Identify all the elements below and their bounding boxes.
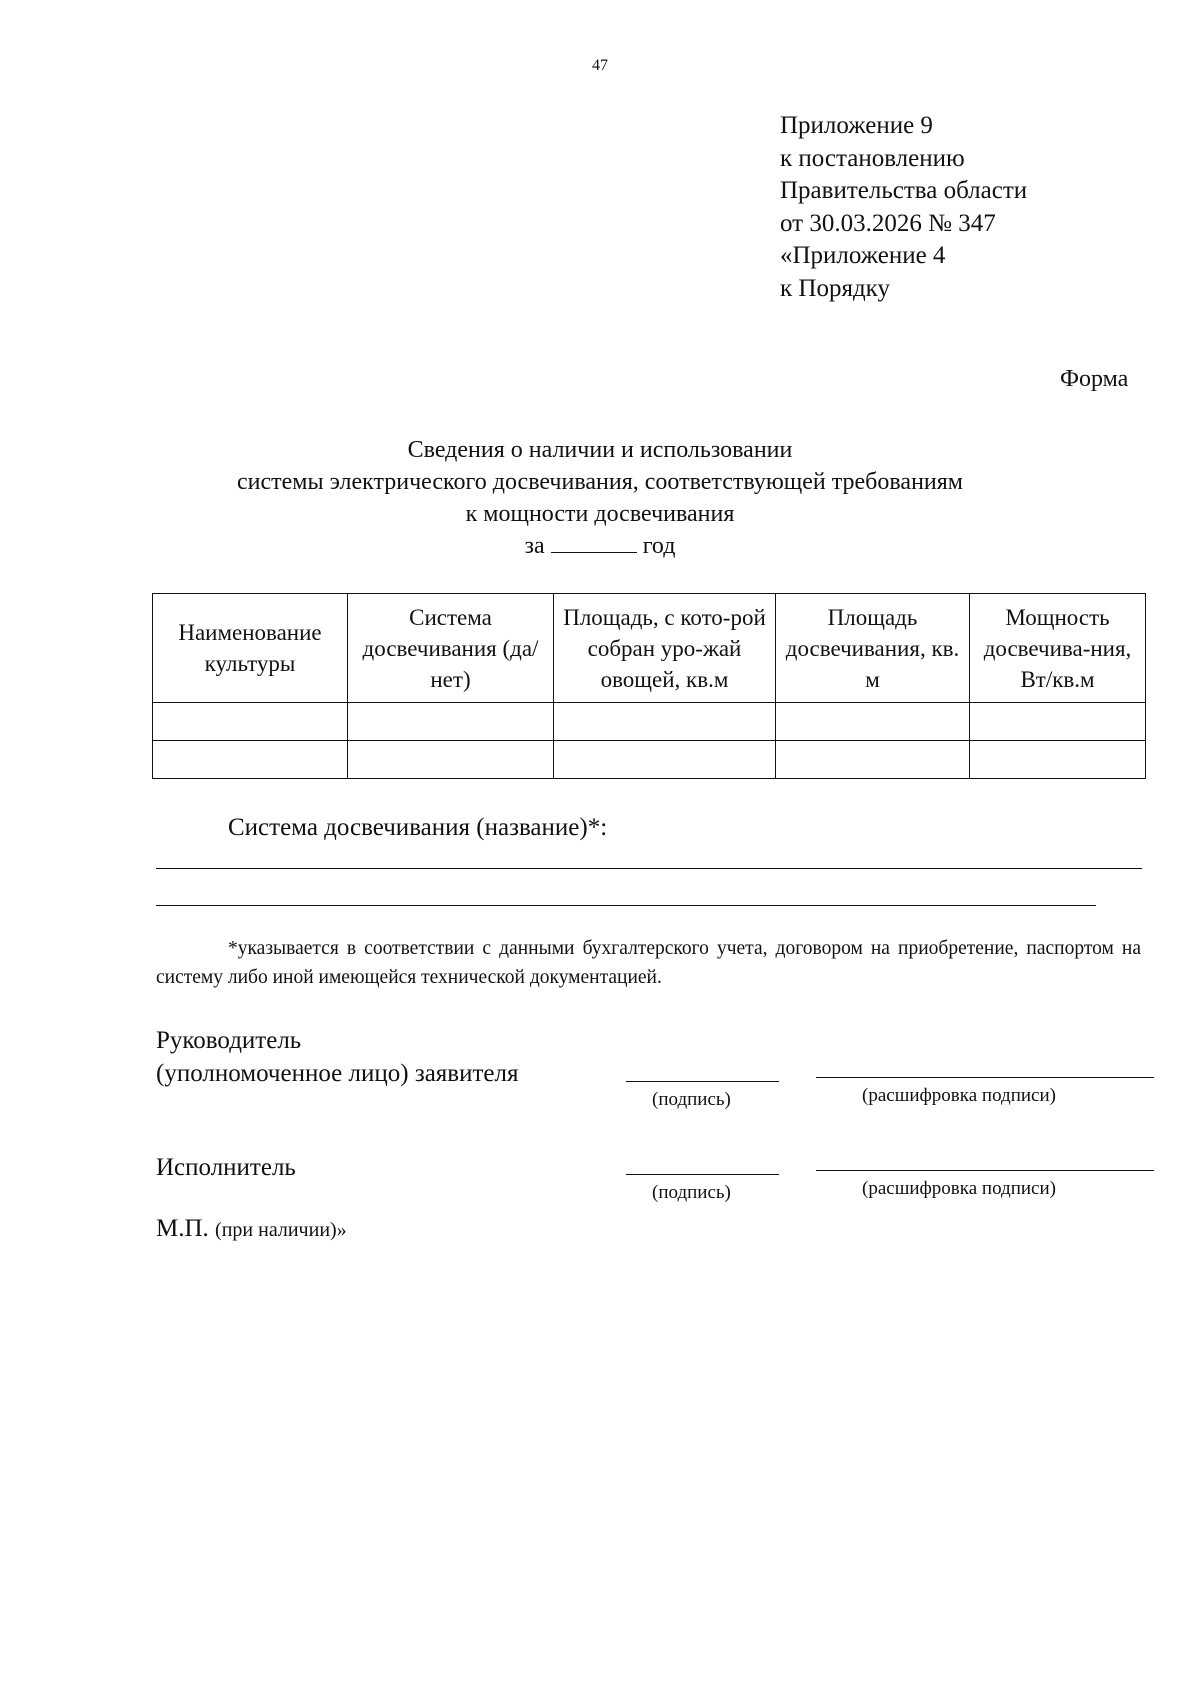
table-cell[interactable] (554, 703, 776, 741)
system-name-label: Система досвечивания (название)*: (228, 814, 608, 841)
form-label: Форма (1060, 366, 1129, 392)
head-signatory-label (156, 1024, 518, 1090)
year-input-line[interactable] (551, 532, 637, 553)
table-cell[interactable] (348, 741, 554, 779)
table-cell[interactable] (348, 703, 554, 741)
column-header-harvest-area: Площадь, с кото-рой собран уро-жай овощей, кв.м (554, 594, 776, 703)
table-cell[interactable] (970, 703, 1146, 741)
stamp-label: М.П. (156, 1215, 209, 1242)
title-line-3: к мощности досвечивания (465, 501, 735, 527)
annex-line: от 30.03.2026 № 347 (780, 209, 996, 237)
table-cell[interactable] (970, 741, 1146, 779)
head-signature-line[interactable] (626, 1081, 779, 1082)
annex-line: Правительства области (780, 177, 1028, 204)
head-decoding-line[interactable] (816, 1077, 1154, 1078)
table-cell[interactable] (153, 703, 348, 741)
stamp-note: (при наличии)» (215, 1219, 347, 1241)
page-number: 47 (592, 57, 608, 74)
executor-decoding-caption: (расшифровка подписи) (862, 1178, 1056, 1199)
column-header-lighting-area: Площадь досвечивания, кв. м (776, 594, 970, 703)
table-cell[interactable] (776, 703, 970, 741)
year-suffix: год (642, 533, 676, 559)
table-row (153, 741, 1146, 779)
stamp-place (156, 1215, 347, 1243)
table-header-row (153, 594, 1146, 703)
executor-decoding-line[interactable] (816, 1170, 1154, 1171)
annex-line: Приложение 9 (780, 112, 933, 139)
system-name-line-2[interactable] (156, 905, 1096, 906)
year-prefix: за (524, 533, 545, 559)
head-signature-caption: (подпись) (652, 1089, 731, 1110)
table-cell[interactable] (153, 741, 348, 779)
annex-header (780, 110, 1027, 305)
table-row (153, 703, 1146, 741)
head-title: Руководитель (156, 1027, 302, 1054)
column-header-system: Система досвечивания (да/нет) (348, 594, 554, 703)
table-cell[interactable] (554, 741, 776, 779)
head-decoding-caption: (расшифровка подписи) (862, 1085, 1056, 1106)
table-cell[interactable] (776, 741, 970, 779)
data-table (152, 593, 1146, 779)
annex-line: к Порядку (780, 274, 890, 302)
executor-label: Исполнитель (156, 1154, 296, 1181)
footnote: *указывается в соответствии с данными бухгалтерского учета, договором на приобретение, паспортом на систему либо иной имеющейся технической документацией. (156, 938, 1141, 988)
head-title-qualifier: (уполномоченное лицо) заявителя (156, 1060, 519, 1087)
annex-line: к постановлению (780, 144, 965, 172)
annex-line: «Приложение 4 (780, 242, 946, 269)
column-header-power: Мощность досвечива-ния, Вт/кв.м (970, 594, 1146, 703)
title-line-2: системы электрического досвечивания, соответствующей требованиям (237, 469, 963, 495)
executor-signature-caption: (подпись) (652, 1182, 731, 1203)
title-year-line (0, 530, 1200, 562)
document-title (0, 434, 1200, 562)
column-header-crop: Наименование культуры (153, 594, 348, 703)
executor-signature-line[interactable] (626, 1174, 779, 1175)
system-name-line-1[interactable] (156, 868, 1142, 869)
title-line-1: Сведения о наличии и использовании (407, 437, 793, 463)
